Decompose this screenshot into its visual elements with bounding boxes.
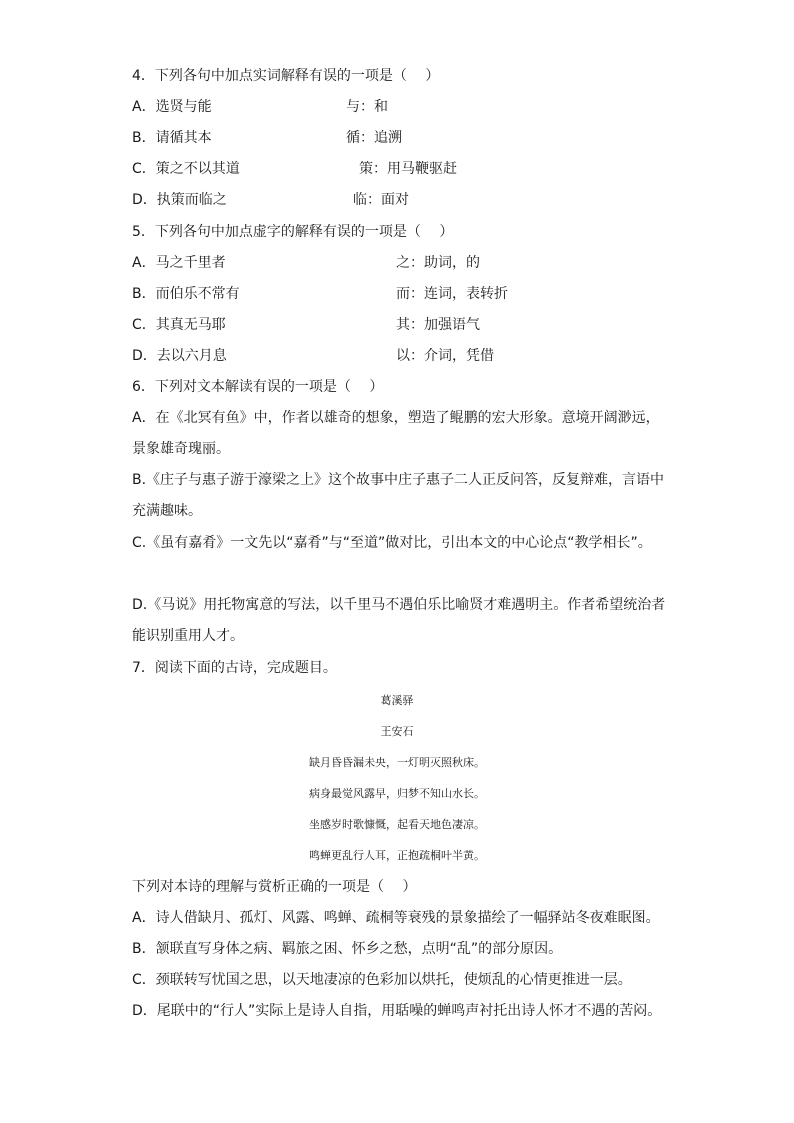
q4-option-b: B．请循其本 — [132, 130, 212, 146]
q6-option-b: B.《庄子与惠子游于濠梁之上》这个故事中庄子惠子二人正反问答，反复辩难，言语中充满趣味。 — [132, 472, 665, 519]
q7-option-a: A．诗人借缺月、孤灯、风露、鸣蝉、疏桐等衰残的景象描绘了一幅驿站冬夜难眠图。 — [132, 910, 660, 926]
q4-gloss-d: 临：面对 — [353, 192, 409, 208]
q4-gloss-a: 与：和 — [346, 99, 388, 115]
q4-option-a: A．选贤与能 — [132, 99, 212, 115]
q5-option-d: D．去以六月息 — [132, 348, 227, 364]
q4-gloss-b: 循：追溯 — [346, 130, 402, 146]
q7-option-c: C．颈联转写忧国之思，以天地凄凉的色彩加以烘托，使烦乱的心情更推进一层。 — [132, 972, 632, 988]
q4-stem: 4．下列各句中加点实词解释有误的一项是（ ） — [132, 68, 440, 84]
q4-option-c: C．策之不以其道 — [132, 161, 240, 177]
q4-option-d: D．执策而临之 — [132, 192, 227, 208]
poem-line-2: 病身最觉风露早，归梦不知山水长。 — [309, 787, 485, 800]
q5-gloss-a: 之：助词，的 — [396, 255, 480, 271]
q7-option-b: B．颔联直写身体之病、羁旅之困、怀乡之愁，点明“乱”的部分原因。 — [132, 941, 563, 957]
q7-option-d: D．尾联中的“行人”实际上是诗人自指，用聒噪的蝉鸣声衬托出诗人怀才不遇的苦闷。 — [132, 1003, 662, 1019]
q5-stem: 5．下列各句中加点虚字的解释有误的一项是（ ） — [132, 224, 454, 240]
q5-gloss-b: 而：连词，表转折 — [396, 286, 508, 302]
q4-gloss-c: 策：用马鞭驱赶 — [359, 161, 457, 177]
q5-option-a: A．马之千里者 — [132, 255, 226, 271]
poem-line-4: 鸣蝉更乱行人耳，正抱疏桐叶半黄。 — [309, 849, 485, 862]
q5-gloss-c: 其：加强语气 — [396, 317, 480, 333]
q5-option-b: B．而伯乐不常有 — [132, 286, 240, 302]
q5-gloss-d: 以：介词，凭借 — [396, 348, 494, 364]
q6-stem: 6．下列对文本解读有误的一项是（ ） — [132, 379, 384, 395]
q6-option-c: C.《虽有嘉肴》一文先以“嘉肴”与“至道”做对比，引出本文的中心论点“教学相长”。 — [132, 535, 652, 551]
q7-stem: 7．阅读下面的古诗，完成题目。 — [132, 660, 337, 676]
q7-sub-stem: 下列对本诗的理解与赏析正确的一项是（ ） — [132, 879, 417, 895]
q5-option-c: C．其真无马耶 — [132, 317, 226, 333]
poem-author: 王安石 — [380, 725, 414, 738]
q6-option-a: A．在《北冥有鱼》中，作者以雄奇的想象，塑造了鲲鹏的宏大形象。意境开阔渺远，景象雄奇瑰丽。 — [132, 410, 660, 457]
poem-title: 葛溪驿 — [380, 694, 414, 707]
q6-option-d: D.《马说》用托物寓意的写法，以千里马不遇伯乐比喻贤才难遇明主。作者希望统治者能识别重用人才。 — [132, 597, 666, 644]
poem-line-1: 缺月昏昏漏未央，一灯明灭照秋床。 — [309, 756, 485, 769]
poem-line-3: 坐感岁时歌慷慨，起看天地色凄凉。 — [309, 818, 485, 831]
